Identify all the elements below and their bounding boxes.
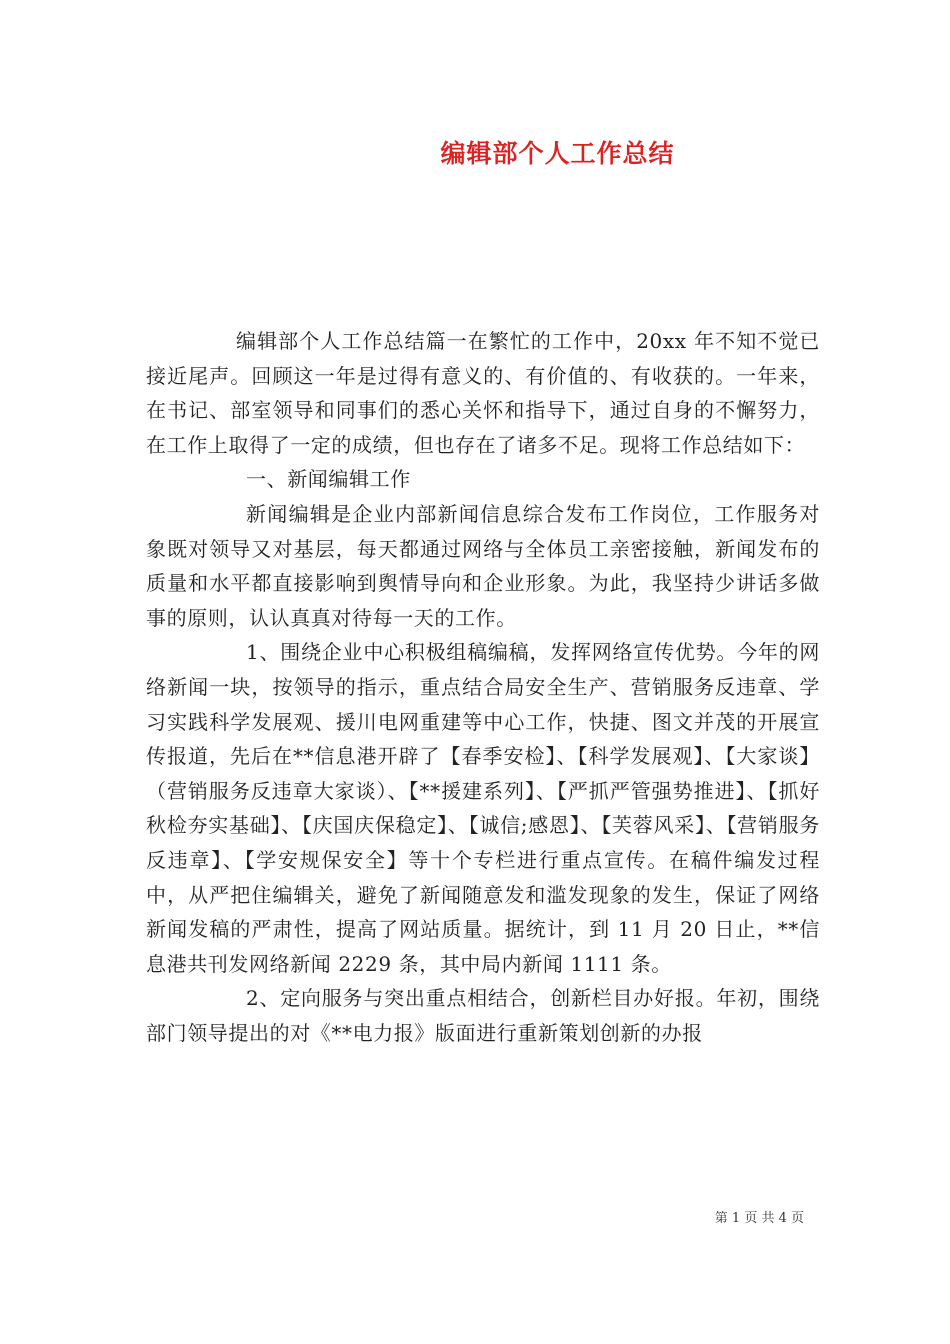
document-title: 编辑部个人工作总结 [440,139,675,168]
page-number-footer: 第 1 页 共 4 页 [714,1211,804,1226]
section-heading-news-editing: 一、新闻编辑工作 [246,467,411,492]
paragraph-item-2: 2、定向服务与突出重点相结合，创新栏目办好报。年初，围绕部门领导提出的对《**电力报》版面进行重新策划创新的办报 [146,986,820,1045]
paragraph-item-1: 1、围绕企业中心积极组稿编稿，发挥网络宣传优势。今年的网络新闻一块，按领导的指示，重点结合局安全生产、营销服务反违章、学习实践科学发展观、援川电网重建等中心工作，快捷、图文并茂的开展宣传报道，先后在**信息港开辟了【春季安检】、【科学发展观】、【大家谈】（营销服务反违章大家谈）、【**援建系列】、【严抓严管强势推进】、【抓好秋检夯实基础】、【庆国庆保稳定】、【诚信;感恩】、【芙蓉风采】、【营销服务反违章】、【学安规保安全】等十个专栏进行重点宣传。在稿件编发过程中，从严把住编辑关，避免了新闻随意发和滥发现象的发生，保证了网络新闻发稿的严肃性，提高了网站质量。据统计，到 11 月 20 日止，**信息港共刊发网络新闻 2229 条，其中局内新闻 1111 条。 [146,640,820,976]
document-body [146,324,820,1050]
paragraph-intro: 编辑部个人工作总结篇一在繁忙的工作中，20xx 年不知不觉已接近尾声。回顾这一年是过得有意义的、有价值的、有收获的。一年来，在书记、部室领导和同事们的悉心关怀和指导下，通过自身的不懈努力，在工作上取得了一定的成绩，但也存在了诸多不足。现将工作总结如下： [146,329,820,457]
paragraph-news-editing: 新闻编辑是企业内部新闻信息综合发布工作岗位，工作服务对象既对领导又对基层，每天都通过网络与全体员工亲密接触，新闻发布的质量和水平都直接影响到舆情导向和企业形象。为此，我坚持少讲话多做事的原则，认认真真对待每一天的工作。 [146,501,820,630]
